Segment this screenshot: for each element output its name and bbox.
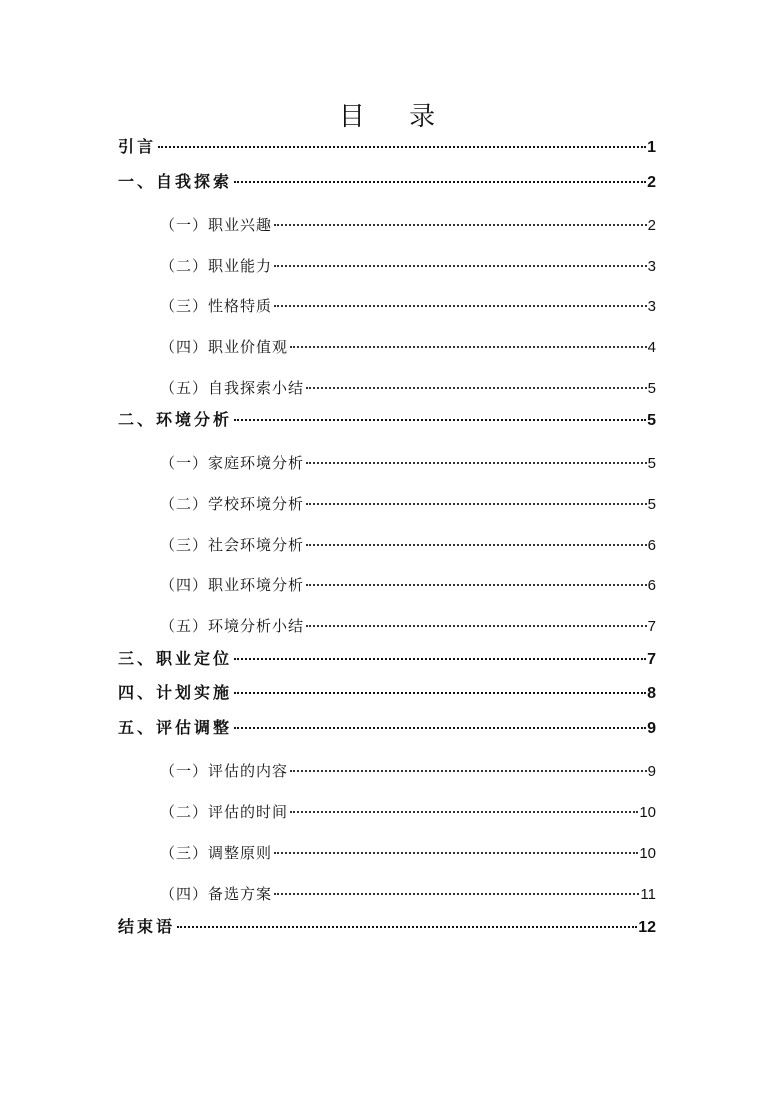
toc-page-number: 7 xyxy=(647,618,656,635)
toc-dot-leader xyxy=(234,181,646,183)
toc-page-number: 2 xyxy=(647,217,656,234)
toc-entry-section[interactable] xyxy=(160,533,656,557)
toc-entry-label: （二）职业能力 xyxy=(160,257,273,275)
toc-entry-label: 一、自我探索 xyxy=(118,172,233,191)
toc-entry-section[interactable] xyxy=(160,614,656,638)
toc-entry-label: （四）职业环境分析 xyxy=(160,576,305,594)
toc-page-number: 12 xyxy=(638,919,656,936)
toc-entry-label: （二）评估的时间 xyxy=(160,803,289,821)
toc-dot-leader xyxy=(306,387,647,389)
toc-dot-leader xyxy=(306,462,647,464)
toc-dot-leader xyxy=(274,893,639,895)
toc-entry-section[interactable] xyxy=(160,800,656,824)
toc-entry-label: （一）评估的内容 xyxy=(160,762,289,780)
toc-entry-section[interactable] xyxy=(160,882,656,906)
toc-dot-leader xyxy=(274,852,638,854)
toc-entry-label: 结束语 xyxy=(118,917,176,936)
toc-dot-leader xyxy=(234,727,646,729)
toc-dot-leader xyxy=(290,811,638,813)
toc-entry-label: （五）自我探索小结 xyxy=(160,379,305,397)
toc-page-number: 5 xyxy=(647,412,656,429)
toc-dot-leader xyxy=(306,625,647,627)
toc-entry-label: （三）社会环境分析 xyxy=(160,536,305,554)
toc-entry-section[interactable] xyxy=(160,376,656,400)
toc-page-number: 11 xyxy=(640,886,656,903)
toc-entry-label: （三）调整原则 xyxy=(160,844,273,862)
toc-entry-label: （三）性格特质 xyxy=(160,297,273,315)
toc-entry-label: 二、环境分析 xyxy=(118,410,233,429)
toc-entry-section[interactable] xyxy=(160,573,656,597)
toc-dot-leader xyxy=(306,544,647,546)
toc-entry-label: 四、计划实施 xyxy=(118,683,233,702)
toc-page-number: 2 xyxy=(647,174,656,191)
toc-dot-leader xyxy=(177,926,637,928)
toc-entry-label: （四）职业价值观 xyxy=(160,338,289,356)
toc-entry-label: （一）职业兴趣 xyxy=(160,216,273,234)
toc-page-number: 6 xyxy=(647,537,656,554)
toc-dot-leader xyxy=(234,658,646,660)
toc-page-number: 5 xyxy=(647,455,656,472)
toc-dot-leader xyxy=(306,584,647,586)
toc-page-number: 3 xyxy=(647,258,656,275)
toc-page-number: 4 xyxy=(647,339,656,356)
toc-entry-label: 五、评估调整 xyxy=(118,718,233,737)
toc-page-number: 1 xyxy=(647,139,656,156)
toc-entry-chapter[interactable] xyxy=(118,647,656,671)
toc-entry-section[interactable] xyxy=(160,492,656,516)
toc-page-number: 10 xyxy=(639,845,656,862)
toc-entry-chapter[interactable] xyxy=(118,135,656,159)
toc-entry-label: 三、职业定位 xyxy=(118,649,233,668)
toc-dot-leader xyxy=(158,146,646,148)
toc-entry-label: （一）家庭环境分析 xyxy=(160,454,305,472)
toc-page-number: 7 xyxy=(647,651,656,668)
toc-entry-chapter[interactable] xyxy=(118,681,656,705)
toc-entry-label: （二）学校环境分析 xyxy=(160,495,305,513)
toc-entry-label: （四）备选方案 xyxy=(160,885,273,903)
toc-page-number: 5 xyxy=(647,380,656,397)
toc-page-number: 6 xyxy=(647,577,656,594)
toc-entry-chapter[interactable] xyxy=(118,408,656,432)
toc-page-number: 10 xyxy=(639,804,656,821)
toc-page-number: 9 xyxy=(647,763,656,780)
toc-entry-section[interactable] xyxy=(160,213,656,237)
toc-dot-leader xyxy=(274,224,647,226)
toc-title: 目 录 xyxy=(338,102,454,132)
toc-entry-section[interactable] xyxy=(160,335,656,359)
toc-entry-label: 引言 xyxy=(118,137,157,156)
toc-entry-section[interactable] xyxy=(160,841,656,865)
toc-dot-leader xyxy=(290,770,647,772)
toc-dot-leader xyxy=(290,346,647,348)
toc-entry-chapter[interactable] xyxy=(118,915,656,939)
toc-dot-leader xyxy=(234,692,646,694)
toc-dot-leader xyxy=(274,265,647,267)
toc-dot-leader xyxy=(274,305,647,307)
toc-dot-leader xyxy=(306,503,647,505)
toc-entry-chapter[interactable] xyxy=(118,716,656,740)
toc-page-number: 9 xyxy=(647,720,656,737)
toc-page-number: 8 xyxy=(647,685,656,702)
toc-dot-leader xyxy=(234,419,646,421)
toc-entry-label: （五）环境分析小结 xyxy=(160,617,305,635)
toc-entry-section[interactable] xyxy=(160,451,656,475)
toc-page-number: 3 xyxy=(647,298,656,315)
toc-entry-section[interactable] xyxy=(160,759,656,783)
toc-entry-section[interactable] xyxy=(160,254,656,278)
toc-entry-section[interactable] xyxy=(160,294,656,318)
toc-page-number: 5 xyxy=(647,496,656,513)
toc-entry-chapter[interactable] xyxy=(118,170,656,194)
